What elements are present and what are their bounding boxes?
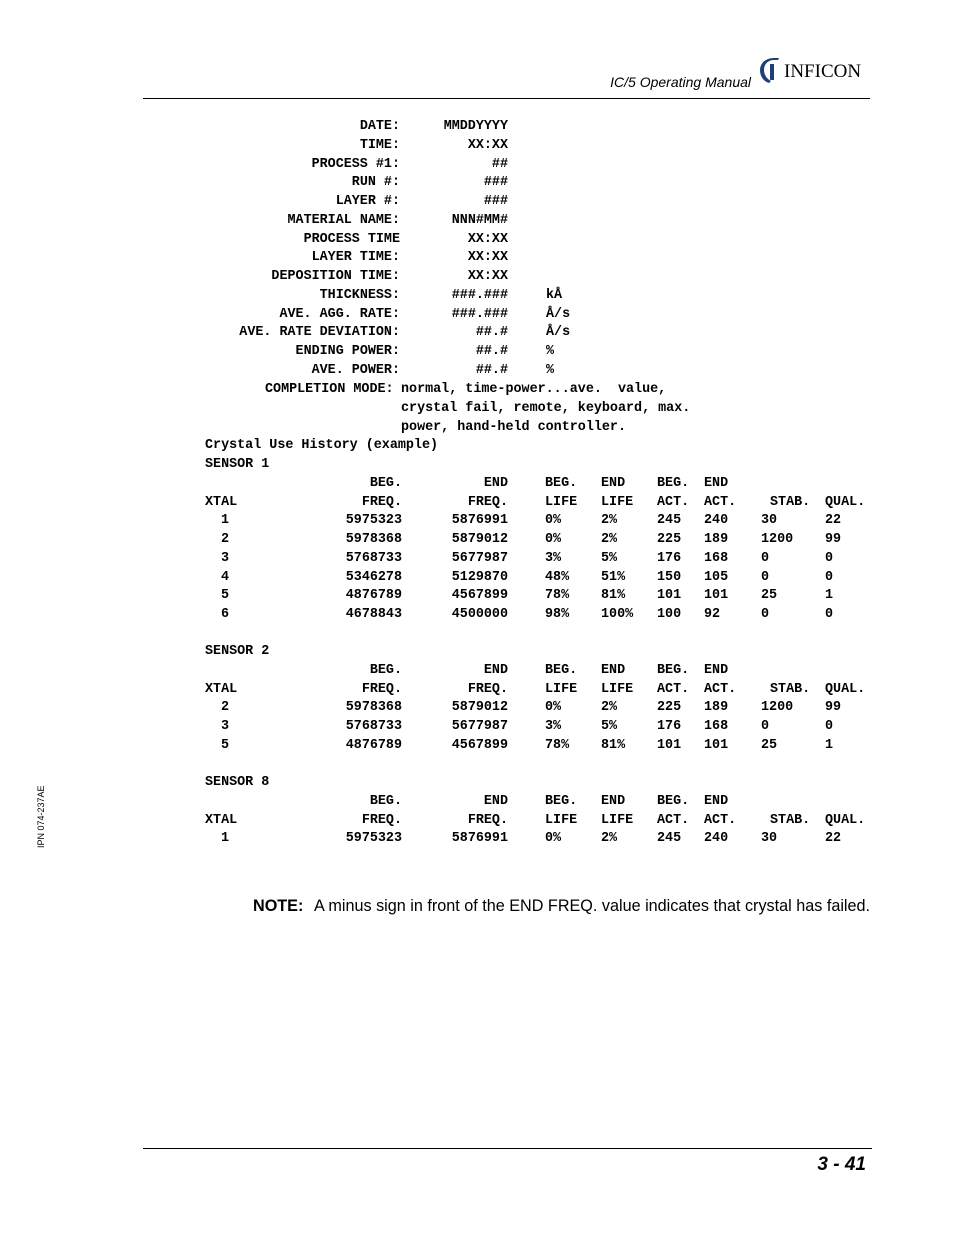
field-unit: Å/s	[546, 325, 571, 341]
table-cell: 4	[221, 569, 230, 585]
table-cell: 3%	[545, 719, 562, 734]
table-cell: 150	[657, 569, 682, 585]
table-cell: 78%	[545, 737, 570, 753]
table-cell: 245	[657, 513, 682, 529]
table-cell: 2%	[601, 831, 618, 847]
table-cell: 0%	[545, 700, 562, 716]
column-header: ACT.	[657, 812, 690, 828]
table-cell: 5677987	[451, 550, 508, 566]
table-cell: 5876991	[451, 513, 508, 529]
field-value: ##.#	[475, 362, 508, 378]
table-cell: 2%	[601, 513, 618, 529]
table-cell: 100	[657, 607, 682, 622]
column-header: STAB.	[770, 812, 811, 828]
sensor-title: SENSOR 2	[205, 644, 270, 659]
column-header: LIFE	[545, 812, 578, 828]
table-cell: 5978368	[345, 700, 402, 716]
history-title: Crystal Use History (example)	[205, 438, 439, 453]
table-cell: 1200	[761, 532, 794, 547]
field-label: AVE. POWER:	[311, 362, 400, 378]
table-cell: 101	[657, 588, 682, 604]
table-cell: 225	[657, 700, 682, 716]
column-header: LIFE	[601, 812, 634, 828]
field-label: RUN #:	[351, 175, 400, 191]
table-cell: 6	[221, 607, 230, 622]
column-header: BEG.	[545, 662, 578, 678]
table-cell: 5%	[601, 719, 618, 734]
table-cell: 0	[761, 569, 770, 585]
side-document-number: IPN 074-237AE	[36, 785, 46, 848]
field-label: MATERIAL NAME:	[287, 212, 400, 228]
table-cell: 81%	[601, 588, 626, 604]
column-header: QUAL.	[825, 681, 866, 697]
table-cell: 30	[761, 513, 778, 529]
table-cell: 81%	[601, 737, 626, 753]
field-value: XX:XX	[467, 137, 508, 153]
column-header: FREQ.	[467, 494, 508, 510]
table-cell: 5876991	[451, 831, 508, 847]
manual-title: IC/5 Operating Manual	[610, 74, 751, 90]
column-header: BEG.	[369, 662, 402, 678]
column-header: BEG.	[369, 793, 402, 809]
table-cell: 0	[761, 550, 770, 566]
table-cell: 98%	[545, 607, 570, 622]
page-number: 3 - 41	[817, 1154, 866, 1175]
column-header: ACT.	[704, 494, 737, 510]
column-header: END	[483, 793, 508, 809]
table-cell: 0%	[545, 831, 562, 847]
column-header: END	[483, 662, 508, 678]
table-cell: 5346278	[345, 569, 402, 585]
column-header: XTAL	[205, 494, 238, 510]
field-label: ENDING POWER:	[295, 344, 400, 359]
column-header: STAB.	[770, 681, 811, 697]
column-header: FREQ.	[467, 681, 508, 697]
column-header: FREQ.	[361, 812, 402, 828]
header-rule	[143, 98, 870, 99]
table-cell: 5879012	[451, 532, 508, 547]
column-header: FREQ.	[361, 494, 402, 510]
field-value: ##.#	[475, 325, 508, 341]
table-cell: 4567899	[451, 588, 508, 604]
inficon-logo	[758, 58, 874, 84]
column-header: ACT.	[657, 494, 690, 510]
table-cell: 5879012	[451, 700, 508, 716]
field-label: PROCESS #1:	[311, 156, 400, 172]
completion-mode-line2: crystal fail, remote, keyboard, max.	[401, 401, 691, 416]
sensor-title: SENSOR 8	[205, 775, 270, 790]
column-header: END	[704, 793, 729, 809]
field-value: ##.#	[475, 344, 508, 359]
table-cell: 99	[825, 700, 842, 716]
table-cell: 176	[657, 719, 682, 734]
field-unit: kÅ	[546, 287, 563, 303]
table-cell: 189	[704, 532, 729, 547]
table-cell: 168	[704, 719, 729, 734]
field-label: THICKNESS:	[319, 287, 400, 303]
table-cell: 4567899	[451, 737, 508, 753]
field-label: AVE. RATE DEVIATION:	[239, 325, 400, 341]
field-label: DATE:	[359, 119, 400, 134]
column-header: LIFE	[545, 494, 578, 510]
column-header: BEG.	[657, 662, 690, 678]
table-cell: 176	[657, 550, 682, 566]
column-header: ACT.	[657, 681, 690, 697]
table-cell: 5975323	[345, 513, 402, 529]
field-value: XX:XX	[467, 269, 508, 284]
logo-mark-icon	[758, 58, 782, 84]
table-cell: 1	[221, 513, 230, 529]
field-value: ##	[491, 156, 508, 172]
table-cell: 5	[221, 588, 230, 604]
table-cell: 100%	[601, 607, 634, 622]
table-cell: 5978368	[345, 532, 402, 547]
table-cell: 2	[221, 532, 230, 547]
table-cell: 189	[704, 700, 729, 716]
column-header: BEG.	[545, 475, 578, 491]
column-header: END	[601, 662, 626, 678]
table-cell: 2	[221, 700, 230, 716]
column-header: FREQ.	[361, 681, 402, 697]
column-header: BEG.	[657, 475, 690, 491]
note-text: A minus sign in front of the END FREQ. value indicates that crystal has failed.	[314, 897, 871, 915]
table-cell: 30	[761, 831, 778, 847]
table-cell: 240	[704, 831, 729, 847]
column-header: QUAL.	[825, 494, 866, 510]
table-cell: 101	[657, 737, 682, 753]
column-header: XTAL	[205, 681, 238, 697]
column-header: BEG.	[369, 475, 402, 491]
field-value: ###.###	[451, 306, 508, 322]
column-header: END	[704, 475, 729, 491]
column-header: ACT.	[704, 681, 737, 697]
table-cell: 4500000	[451, 607, 508, 622]
column-header: FREQ.	[467, 812, 508, 828]
column-header: XTAL	[205, 812, 238, 828]
table-cell: 3%	[545, 550, 562, 566]
table-cell: 99	[825, 532, 842, 547]
field-label: TIME:	[359, 137, 400, 153]
column-header: ACT.	[704, 812, 737, 828]
table-cell: 78%	[545, 588, 570, 604]
table-cell: 101	[704, 737, 729, 753]
table-cell: 4876789	[345, 588, 402, 604]
column-header: STAB.	[770, 494, 811, 510]
table-cell: 4678843	[345, 607, 402, 622]
column-header: LIFE	[545, 681, 578, 697]
field-value: XX:XX	[467, 231, 508, 247]
table-cell: 5768733	[345, 550, 402, 566]
column-header: END	[601, 793, 626, 809]
table-cell: 25	[761, 737, 778, 753]
table-cell: 105	[704, 569, 729, 585]
field-label: AVE. AGG. RATE:	[279, 306, 400, 322]
table-cell: 0%	[545, 532, 562, 547]
table-cell: 1	[825, 588, 834, 604]
table-cell: 245	[657, 831, 682, 847]
table-cell: 22	[825, 513, 842, 529]
table-cell: 5%	[601, 550, 618, 566]
completion-mode-line3: power, hand-held controller.	[401, 420, 626, 435]
table-cell: 168	[704, 550, 729, 566]
table-cell: 0	[825, 607, 834, 622]
field-value: NNN#MM#	[451, 212, 508, 228]
table-cell: 0	[825, 719, 834, 734]
table-cell: 5129870	[451, 569, 508, 585]
table-cell: 0	[761, 607, 770, 622]
field-unit: %	[546, 344, 555, 359]
column-header: BEG.	[545, 793, 578, 809]
field-value: ###.###	[451, 287, 508, 303]
field-unit: %	[546, 362, 555, 378]
table-cell: 0	[825, 550, 834, 566]
field-label: PROCESS TIME	[303, 231, 400, 247]
completion-mode-label: COMPLETION MODE:	[265, 382, 394, 397]
logo-text: INFICON	[784, 61, 862, 82]
table-cell: 25	[761, 588, 778, 604]
column-header: BEG.	[657, 793, 690, 809]
sensor-title: SENSOR 1	[205, 457, 270, 472]
column-header: END	[704, 662, 729, 678]
table-cell: 0%	[545, 513, 562, 529]
field-value: MMDDYYYY	[443, 119, 508, 134]
field-label: LAYER TIME:	[311, 250, 400, 266]
table-cell: 2%	[601, 532, 618, 547]
completion-mode-line1: normal, time-power...ave. value,	[401, 382, 667, 397]
field-value: ###	[483, 175, 508, 191]
field-value: ###	[483, 194, 508, 209]
footer-rule	[143, 1148, 872, 1149]
table-cell: 5677987	[451, 719, 508, 734]
field-label: DEPOSITION TIME:	[271, 269, 400, 284]
table-cell: 5768733	[345, 719, 402, 734]
table-cell: 225	[657, 532, 682, 547]
column-header: END	[483, 475, 508, 491]
column-header: QUAL.	[825, 812, 866, 828]
table-cell: 2%	[601, 700, 618, 716]
table-cell: 0	[761, 719, 770, 734]
column-header: END	[601, 475, 626, 491]
table-cell: 1200	[761, 700, 794, 716]
table-cell: 92	[704, 607, 721, 622]
table-cell: 0	[825, 569, 834, 585]
field-unit: Å/s	[546, 306, 571, 322]
table-cell: 5975323	[345, 831, 402, 847]
table-cell: 5	[221, 737, 230, 753]
table-cell: 3	[221, 719, 230, 734]
table-cell: 22	[825, 831, 842, 847]
table-cell: 101	[704, 588, 729, 604]
field-label: LAYER #:	[335, 194, 400, 209]
table-cell: 48%	[545, 569, 570, 585]
table-cell: 4876789	[345, 737, 402, 753]
column-header: LIFE	[601, 494, 634, 510]
note-label: NOTE:	[253, 897, 304, 915]
table-cell: 240	[704, 513, 729, 529]
field-value: XX:XX	[467, 250, 508, 266]
table-cell: 51%	[601, 569, 626, 585]
table-cell: 1	[825, 737, 834, 753]
column-header: LIFE	[601, 681, 634, 697]
table-cell: 3	[221, 550, 230, 566]
table-cell: 1	[221, 831, 230, 847]
